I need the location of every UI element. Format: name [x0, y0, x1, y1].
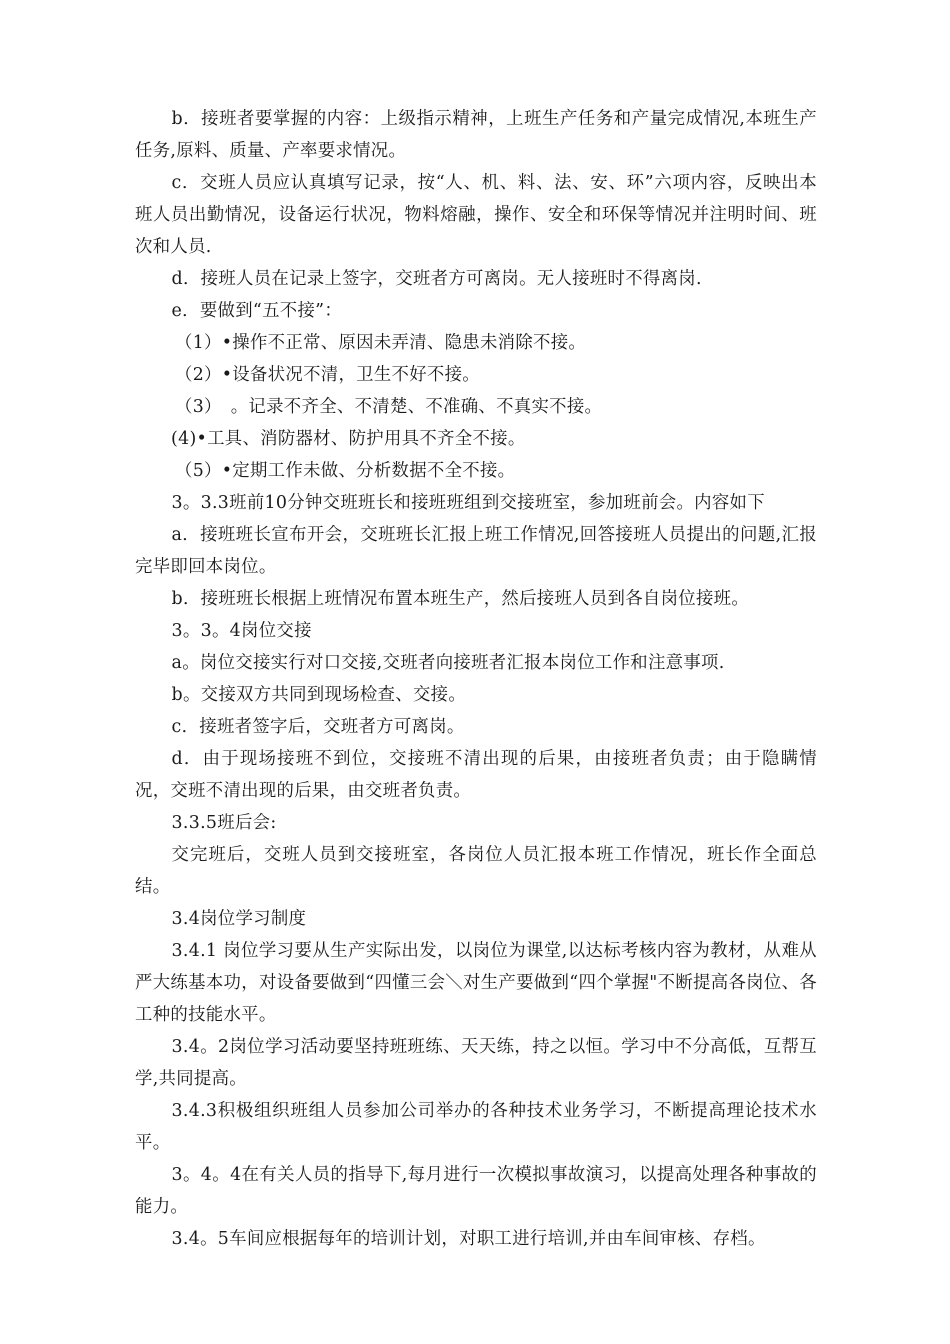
paragraph-d-responsibility: d．由于现场接班不到位，交接班不清出现的后果，由接班者负责；由于隐瞒情况，交班不清出现的后果，由交班者负责。	[135, 749, 817, 801]
section-3-3-3-heading: 3。3.3班前10分钟交班班长和接班班组到交接班室，参加班前会。内容如下	[171, 493, 765, 513]
paragraph-d-sign-record: d．接班人员在记录上签字，交班者方可离岗。无人接班时不得离岗.	[171, 269, 702, 289]
list-item-1: （1）•操作不正常、原因未弄清、隐患未消除不接。	[175, 333, 587, 353]
section-3-4-3: 3.4.3积极组织班组人员参加公司举办的各种技术业务学习，不断提高理论技术水平。	[135, 1101, 817, 1153]
section-3-4-1: 3.4.1 岗位学习要从生产实际出发，以岗位为课堂,以达标考核内容为教材，从难从严大练基本功，对设备要做到“四懂三会＼对生产要做到“四个掌握"不断提高各岗位、各工种的技能水平。	[135, 941, 817, 1025]
section-3-4-2: 3.4。2岗位学习活动要坚持班班练、天天练，持之以恒。学习中不分高低，互帮互学,共同提高。	[135, 1037, 817, 1089]
paragraph-a-post-handover: a。岗位交接实行对口交接,交班者向接班者汇报本岗位工作和注意事项.	[171, 653, 725, 673]
paragraph-after-shift-meeting: 交完班后，交班人员到交接班室，各岗位人员汇报本班工作情况，班长作全面总结。	[135, 845, 817, 897]
paragraph-b-arrange-production: b．接班班长根据上班情况布置本班生产，然后接班人员到各自岗位接班。	[171, 589, 750, 609]
section-3-3-4-heading: 3。3。4岗位交接	[171, 621, 312, 641]
section-3-4-5: 3.4。5车间应根据每年的培训计划，对职工进行培训,并由车间审核、存档。	[171, 1229, 766, 1249]
list-item-4: (4)•工具、消防器材、防护用具不齐全不接。	[171, 429, 526, 449]
paragraph-a-meeting: a．接班班长宣布开会，交班班长汇报上班工作情况,回答接班人员提出的问题,汇报完毕即回本岗位。	[135, 525, 817, 577]
section-3-4-4: 3。4。4在有关人员的指导下,每月进行一次模拟事故演习，以提高处理各种事故的能力。	[135, 1165, 817, 1217]
section-3-3-5-heading: 3.3.5班后会:	[171, 813, 277, 833]
list-item-3: （3） 。记录不齐全、不清楚、不准确、不真实不接。	[175, 397, 603, 417]
paragraph-c-sign-leave: c．接班者签字后，交班者方可离岗。	[171, 717, 465, 737]
paragraph-b-joint-inspection: b。交接双方共同到现场检查、交接。	[171, 685, 467, 705]
paragraph-c-handover-record: c．交班人员应认真填写记录，按“人、机、料、法、安、环”六项内容，反映出本班人员出勤情况，设备运行状况，物料熔融，操作、安全和环保等情况并注明时间、班次和人员.	[135, 173, 817, 257]
list-item-5: （5）•定期工作未做、分析数据不全不接。	[175, 461, 516, 481]
list-item-2: （2）•设备状况不清，卫生不好不接。	[175, 365, 480, 385]
paragraph-e-five-rules: e．要做到“五不接”：	[171, 301, 343, 321]
document-body	[135, 103, 817, 1255]
section-3-4-heading: 3.4岗位学习制度	[171, 909, 307, 929]
paragraph-b-handover-content: b．接班者要掌握的内容：上级指示精神，上班生产任务和产量完成情况,本班生产任务,原料、质量、产率要求情况。	[135, 109, 817, 161]
